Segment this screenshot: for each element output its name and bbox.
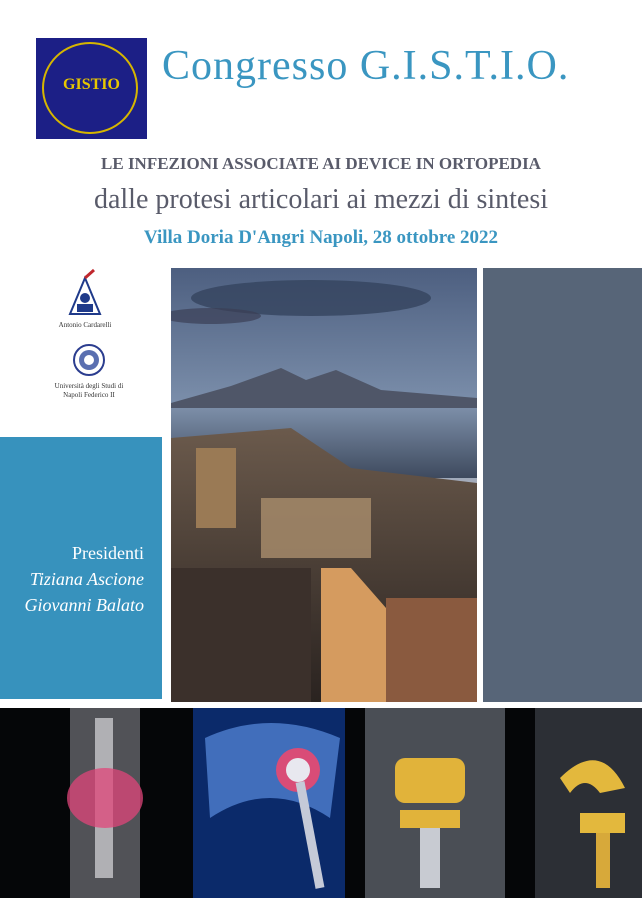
grey-panel xyxy=(483,268,642,702)
xray-hip xyxy=(193,708,345,898)
president-name-2: Giovanni Balato xyxy=(24,595,144,615)
cardarelli-hospital-icon xyxy=(52,268,118,316)
venue-date: Villa Doria D'Angri Napoli, 28 ottobre 2022 xyxy=(143,227,499,248)
page-title: Congresso G.I.S.T.I.O. xyxy=(162,43,570,89)
logo-text: GISTIO xyxy=(63,76,120,93)
cardarelli-logo xyxy=(52,268,118,330)
sponsor-1-name: Antonio Cardarelli xyxy=(58,321,112,329)
xray-knee-prosthesis-2 xyxy=(535,708,642,898)
congress-subtitle: LE INFEZIONI ASSOCIATE AI DEVICE IN ORTOPEDIA xyxy=(101,154,541,173)
university-seal-icon xyxy=(46,343,132,377)
xray-fracture xyxy=(67,708,143,898)
gistio-logo xyxy=(36,38,147,139)
xray-images xyxy=(0,708,642,898)
congress-tagline: dalle protesi articolari ai mezzi di sintesi xyxy=(93,184,549,215)
naples-photo xyxy=(171,268,477,702)
president-name-1: Tiziana Ascione xyxy=(29,569,144,589)
university-logo xyxy=(46,343,132,405)
sponsor-2-name: Università degli Studi di Napoli Federico II xyxy=(54,382,124,399)
xray-knee-prosthesis-1 xyxy=(365,708,505,898)
presidents-block xyxy=(20,540,144,618)
presidents-heading: Presidenti xyxy=(72,543,144,563)
